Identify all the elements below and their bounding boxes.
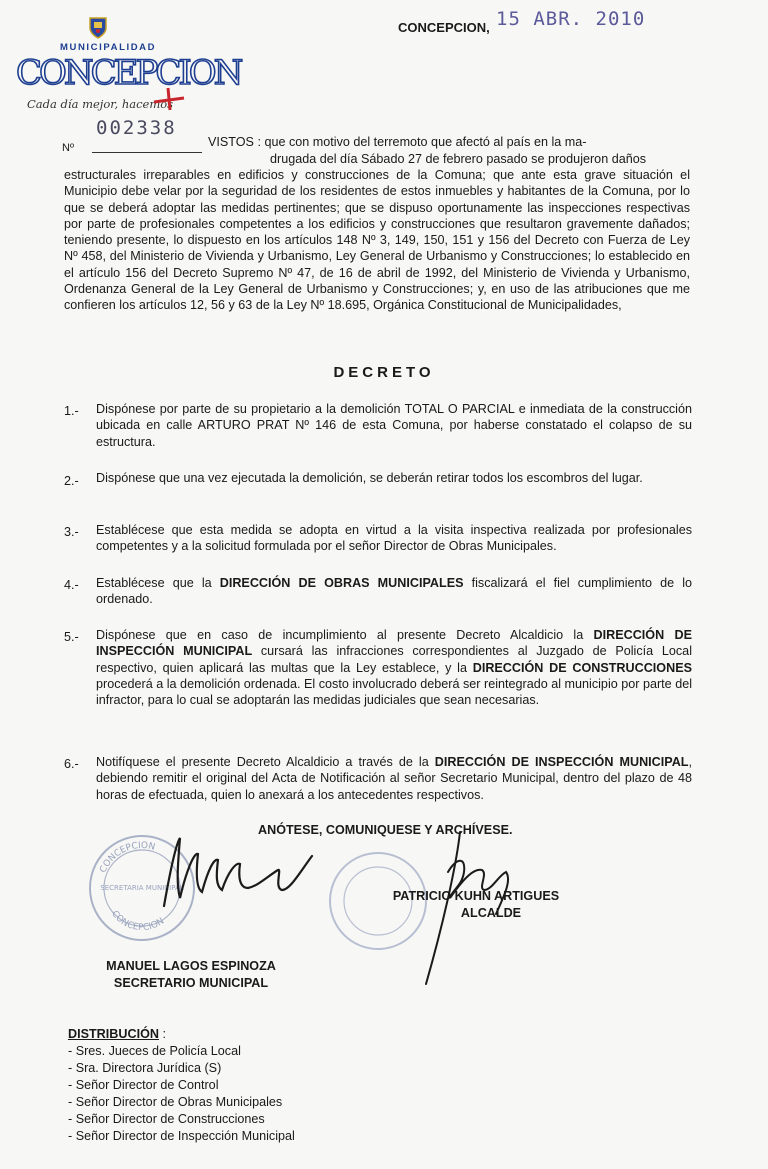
seal-top-text: CONCEPCION <box>98 840 157 875</box>
municipal-logo <box>0 0 241 120</box>
item-4-number: 4.- <box>64 578 79 592</box>
item-6-text-a: Notifíquese el presente Decreto Alcaldicio a través de la <box>96 755 435 769</box>
seal-mid-text: SECRETARIA MUNICIPAL <box>100 884 184 892</box>
item-6-text <box>96 754 692 803</box>
seal-bottom-text: CONCEPCION <box>109 909 167 934</box>
distribution-list <box>68 1026 295 1145</box>
item-5-bold-a: DIRECCIÓN DE INSPECCIÓN MUNICIPAL <box>96 628 692 659</box>
item-3-text <box>96 522 692 555</box>
alcalde-title: ALCALDE <box>460 906 522 920</box>
secretario-signature <box>150 832 325 912</box>
item-6-number: 6.- <box>64 757 79 771</box>
number-label: Nº <box>62 142 74 154</box>
cross-icon <box>152 86 186 112</box>
secretario-name: MANUEL LAGOS ESPINOZA <box>106 959 276 973</box>
list-item: - Señor Director de Control <box>68 1078 219 1092</box>
secretario-title: SECRETARIO MUNICIPAL <box>113 976 269 990</box>
item-1-number: 1.- <box>64 404 79 418</box>
decreto-heading: DECRETO <box>333 364 435 381</box>
logo-top-text: MUNICIPALIDAD <box>60 42 157 53</box>
alcalde-block <box>378 888 574 922</box>
item-2-number: 2.- <box>64 474 79 488</box>
item-3-body: Establécese que esta medida se adopta en virtud a la visita inspectiva realizada por profesionales competentes y a la solicitud formulada por el señor Director de Obras Municipales. <box>96 523 692 554</box>
item-4-text <box>96 575 692 608</box>
list-item: - Señor Director de Obras Municipales <box>68 1095 283 1109</box>
logo-wordmark-text: CONCEPCION <box>16 53 241 93</box>
logo-tagline: Cada día mejor, hacemos <box>27 97 174 111</box>
item-5-bold-b: DIRECCIÓN DE CONSTRUCCIONES <box>472 660 692 675</box>
date-stamp: 15 ABR. 2010 <box>496 8 646 30</box>
item-5-text-b: cursará las infracciones correspondientes al Juzgado de Policía Local respectivo, quien aplicará las multas que la Ley establece, y la <box>96 644 692 675</box>
item-5-text-a: Dispónese que en caso de incumplimiento al presente Decreto Alcaldicio la <box>96 628 594 642</box>
secretario-block <box>90 958 292 992</box>
vistos-first-line: VISTOS : que con motivo del terremoto que afectó al país en la ma- <box>208 135 587 149</box>
item-1-text <box>96 401 692 450</box>
alcalde-name: PATRICIO KUHN ARTIGUES <box>392 889 560 903</box>
svg-text:CONCEPCION <box>109 909 166 933</box>
item-4-text-a: Establécese que la <box>96 576 220 590</box>
distribution-colon: : <box>158 1027 166 1041</box>
number-underline <box>92 152 202 153</box>
list-item: - Señor Director de Construcciones <box>68 1112 265 1126</box>
vistos-body: estructurales irreparables en edificios y construcciones de la Comuna; que ante esta grave situación el Municipio debe velar por la seguridad de los residentes de estos inmuebles y habitantes de la Comuna, por lo que se deberá adoptar las medidas pertinentes; que se dispuso oportunamente las inspecciones respectivas por parte de profesionales competentes a los edificios y construcciones que resultaron gravemente dañados; teniendo presente, lo dispuesto en los artículos 148 Nº 3, 149, 150, 151 y 156 del Decreto con Fuerza de Ley Nº 458, del Ministerio de Vivienda y Urbanismo, Ley General de Urbanismo y Construcciones; lo establecido en el artículo 156 del Decreto Supremo Nº 47, de 16 de abril de 1992, del Ministerio de Vivienda y Urbanismo, Ordenanza General de la Ley General de Urbanismo y Construcciones; y, en uso de las atribuciones que me confieren los artículos 12, 56 y 63 de la Ley Nº 18.695, Orgánica Constitucional de Municipalidades, <box>64 168 690 313</box>
list-item: - Señor Director de Inspección Municipal <box>68 1129 295 1143</box>
item-5-text-c: procederá a la demolición ordenada. El costo involucrado deberá ser reintegrado al municipio por parte del infractor, para lo cual se adoptarán las medidas judiciales que sean necesarias. <box>96 676 692 708</box>
item-3-number: 3.- <box>64 525 79 539</box>
item-1-body: Dispónese por parte de su propietario a la demolición TOTAL O PARCIAL e inmediata de la construcción ubicada en calle ARTURO PRAT Nº 146 de esta Comuna, por haberse constatado el colapso de su estructura. <box>96 402 692 449</box>
list-item: - Sres. Jueces de Policía Local <box>68 1044 241 1058</box>
coat-of-arms-icon <box>88 16 108 40</box>
item-4-bold-a: DIRECCIÓN DE OBRAS MUNICIPALES <box>219 576 464 590</box>
vistos-second-line: drugada del día Sábado 27 de febrero pasado se produjeron daños <box>270 152 647 166</box>
distribution-title: DISTRIBUCIÓN <box>68 1027 159 1041</box>
item-5-number: 5.- <box>64 630 79 644</box>
svg-text:CONCEPCION <box>98 841 156 875</box>
closing-formula: ANÓTESE, COMUNIQUESE Y ARCHÍVESE. <box>258 823 513 837</box>
item-2-text <box>96 470 692 486</box>
city-label: CONCEPCION, <box>398 20 490 35</box>
distribution-heading <box>68 1026 295 1043</box>
item-6-text-b: , debiendo remitir el original del Acta de Notificación al señor Secretario Municipal, dentro del plazo de 48 horas de efectuada, quien lo anexará a los antecedentes respectivos. <box>96 755 693 802</box>
decree-number: 002338 <box>96 117 177 139</box>
item-2-body: Dispónese que una vez ejecutada la demolición, se deberán retirar todos los escombros del lugar. <box>96 471 643 485</box>
item-5-text <box>96 627 692 708</box>
item-4-text-b: fiscalizará el fiel cumplimiento de lo ordenado. <box>96 576 693 607</box>
item-6-bold-a: DIRECCIÓN DE INSPECCIÓN MUNICIPAL <box>434 755 689 769</box>
list-item: - Sra. Directora Jurídica (S) <box>68 1061 222 1075</box>
